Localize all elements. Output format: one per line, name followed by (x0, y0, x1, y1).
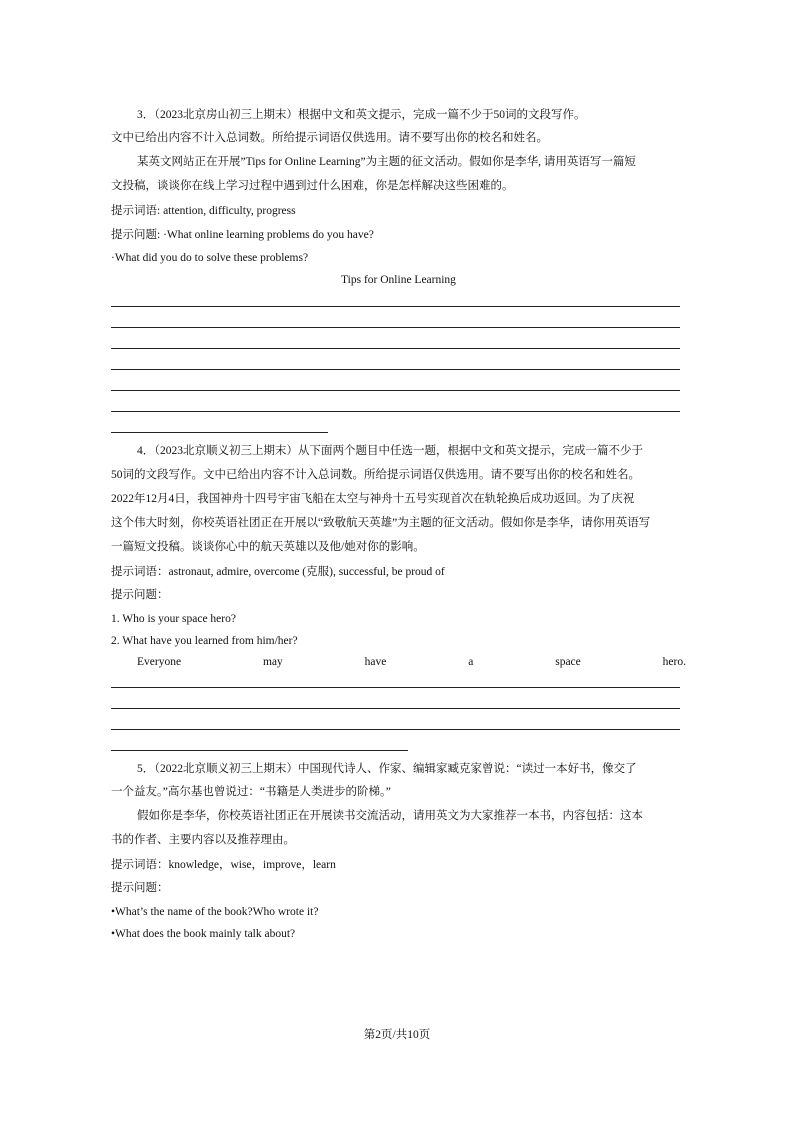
opening-word: hero. (662, 656, 686, 668)
opening-word: Everyone (137, 656, 182, 668)
q4-prompt-line-2: 这个伟大时刻，你校英语社团正在开展以“致敬航天英雄”为主题的征文活动。假如你是李华，请你用英语写 (111, 517, 651, 529)
q5-hint-question-2: •What does the book mainly talk about? (111, 928, 296, 940)
q4-answer-line (111, 708, 680, 709)
q5-hint-question-1: •What’s the name of the book?Who wrote it? (111, 906, 319, 918)
q4-header: 4．（2023北京顺义初三上期末）从下面两个题目中任选一题，根据中文和英文提示，完成一篇不少于 (137, 445, 643, 457)
opening-word: a (468, 656, 474, 668)
q5-header: 5．（2022北京顺义初三上期末）中国现代诗人、作家、编辑家臧克家曾说：“读过一本好书，像交了 (137, 763, 637, 775)
q3-prompt-line-2: 文投稿，谈谈你在线上学习过程中遇到过什么困难，你是怎样解决这些困难的。 (111, 180, 514, 192)
q3-answer-line (111, 411, 680, 412)
q5-quote-line: 一个益友。”高尔基也曾说过：“书籍是人类进步的阶梯。” (111, 786, 391, 798)
q4-opening-sentence (137, 654, 686, 670)
q3-answer-line (111, 306, 680, 307)
q4-answer-line (111, 729, 680, 730)
q3-header: 3．（2023北京房山初三上期末）根据中文和英文提示，完成一篇不少于50词的文段写作。 (137, 109, 586, 121)
q3-prompt-line-1: 某英文网站正在开展”Tips for Online Learning”为主题的征文活动。假如你是李华, 请用英语写一篇短 (137, 156, 636, 168)
q4-hint-question-1: 1. Who is your space hero? (111, 613, 236, 625)
q5-hint-label: 提示问题： (111, 882, 169, 894)
opening-word: space (555, 656, 581, 668)
q4-prompt-line-1: 2022年12月4日，我国神舟十四号宇宙飞船在太空与神舟十五号实现首次在轨轮换后成功返回。为了庆祝 (111, 493, 635, 505)
q3-instruction: 文中已给出内容不计入总词数。所给提示词语仅供选用。请不要写出你的校名和姓名。 (111, 132, 548, 144)
q4-answer-line-short (111, 750, 408, 751)
q5-prompt-line-1: 假如你是李华，你校英语社团正在开展读书交流活动，请用英文为大家推荐一本书，内容包括：这本 (137, 810, 643, 822)
q3-essay-title: Tips for Online Learning (341, 274, 456, 286)
q5-hint-words: 提示词语：knowledge，wise，improve，learn (111, 859, 336, 871)
q4-prompt-line-3: 一篇短文投稿。谈谈你心中的航天英雄以及他/她对你的影响。 (111, 541, 425, 553)
q3-answer-line (111, 369, 680, 370)
page-number-footer: 第2页/共10页 (363, 1029, 431, 1041)
q5-prompt-line-2: 书的作者、主要内容以及推荐理由。 (111, 834, 295, 846)
q3-hint-question-2: ·What did you do to solve these problems? (111, 252, 309, 264)
q4-hint-question-2: 2. What have you learned from him/her? (111, 635, 298, 647)
q3-answer-line (111, 348, 680, 349)
q3-answer-line-short (111, 432, 328, 433)
q3-hint-words: 提示词语: attention, difficulty, progress (111, 205, 296, 217)
q3-answer-line (111, 327, 680, 328)
q4-hint-label: 提示问题： (111, 589, 169, 601)
opening-word: have (364, 656, 387, 668)
q3-hint-question-1: 提示问题: ·What online learning problems do you have? (111, 229, 374, 241)
q4-answer-line (111, 687, 680, 688)
q3-answer-line (111, 390, 680, 391)
q4-hint-words: 提示词语：astronaut, admire, overcome (克服), successful, be proud of (111, 566, 445, 578)
q4-instruction: 50词的文段写作。文中已给出内容不计入总词数。所给提示词语仅供选用。请不要写出你的校名和姓名。 (111, 469, 640, 481)
opening-word: may (262, 656, 283, 668)
